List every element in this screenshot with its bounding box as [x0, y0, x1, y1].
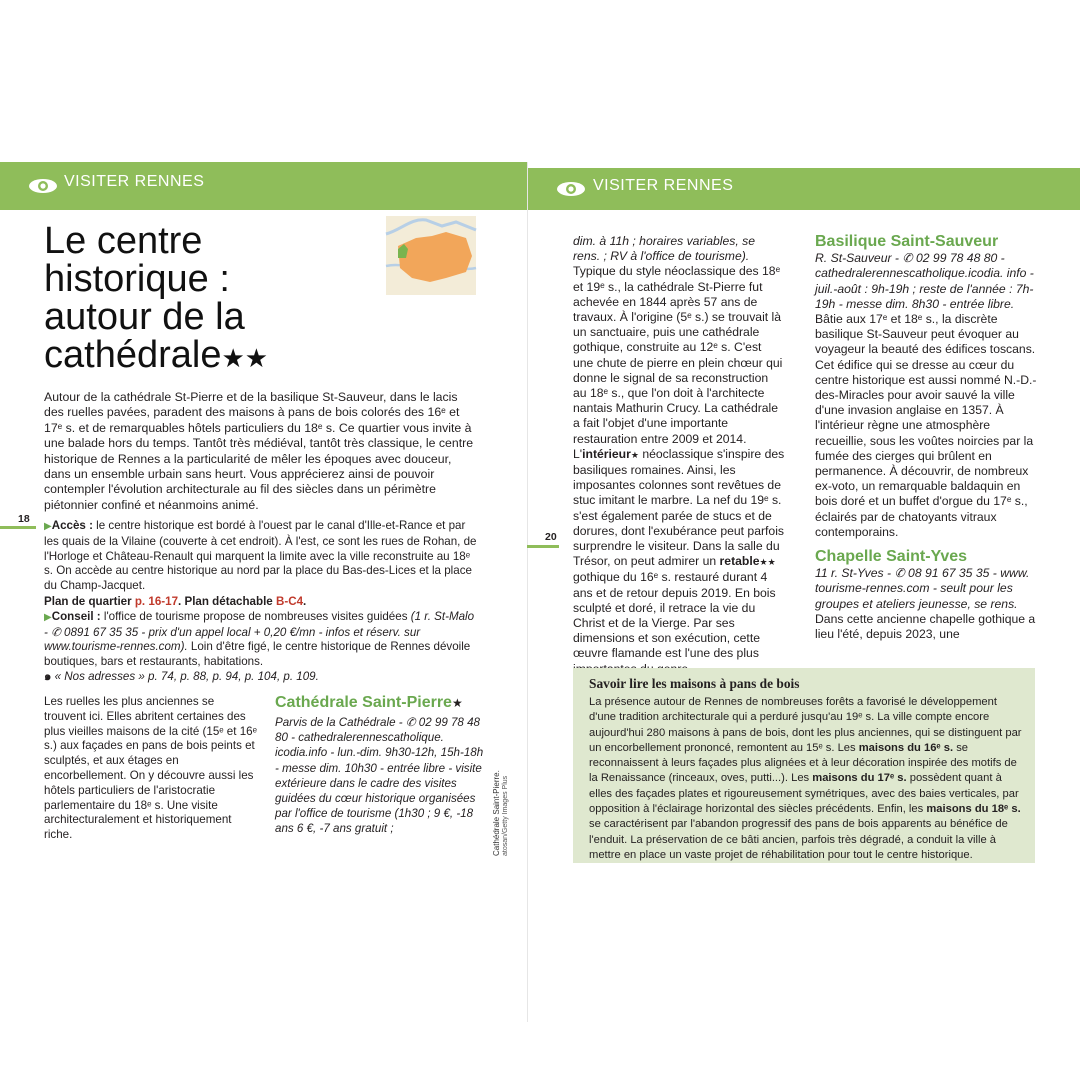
conseil-contact: (1 r. St-Malo - ✆ 0891 67 35 35 - prix d'un appel local + 0,20 €/mn - infos et réserv. sur www.tourisme-rennes.com). [44, 609, 475, 654]
box-highlight: maisons du 16ᵉ s. [858, 741, 954, 754]
plan-label: Plan de quartier [44, 594, 135, 608]
page-title [44, 222, 374, 377]
page-number-bar [0, 526, 36, 529]
rating-star: ★ [451, 696, 463, 710]
conseil-paragraph [44, 610, 478, 670]
retable-label: retable [719, 554, 760, 569]
page-number-bar [527, 545, 559, 548]
cathedrale-info: Parvis de la Cathédrale - ✆ 02 99 78 48 80 - cathedralerennescatholique. icodia.info - lun.-dim. 9h30-12h, 15h-18h - messe dim. 10h30 - entrée libre - visite extérieure dans le cadre des visites guidées du cœur historique organisées par l'office de tourisme (1h30 ; 9 €, -18 ans 6 €, -7 ans gratuit ; [275, 716, 484, 836]
locator-map [386, 216, 476, 295]
ruelles-text: Les ruelles les plus anciennes se trouvent ici. Elles abritent certaines des plus vieilles maisons de la cité (15ᵉ et 16ᵉ s.) aux façades en pans de bois peints et sculptés, et aux étages en encorbellement. On y découvre aussi les hôtels particuliers de l'aristocratie parlementaire du 18ᵉ s. Une visite architecturalement et historiquement riche. [44, 695, 257, 842]
info-box-text [589, 695, 1025, 863]
yves-text: Dans cette ancienne chapelle gothique a lieu l'été, depuis 2023, une [815, 611, 1036, 642]
title-line: cathédrale [44, 334, 222, 376]
cathedrale-continued [573, 234, 785, 677]
swirl-icon: ๑ [44, 669, 52, 683]
acces-paragraph [44, 519, 478, 594]
cathedrale-title: Cathédrale Saint-Pierre [275, 694, 452, 711]
intro-text: Autour de la cathédrale St-Pierre et de la basilique St-Sauveur, dans le lacis des ruelles pavées, paradent des maisons à pans de bois colorés des 16ᵉ et 17ᵉ s. et de remarquables hôtels particuliers du 18ᵉ s. Ce quartier vous invite à une balade hors du temps. Tantôt très médiéval, tantôt très classique, le centre historique de Rennes a la particularité de mêler les époques avec douceur, dans un ensemble urbain sans heurt. Vous apprécierez ainsi de pouvoir contempler l'évolution architecturale au fil des siècles dans un périmètre piétonnier confiné et néanmoins animé. [44, 390, 474, 512]
title-line: Le centre [44, 220, 203, 262]
title-line: autour de la [44, 296, 245, 338]
info-block [44, 519, 478, 685]
photo-credit-caption: Cathédrale Saint-Pierre. [492, 770, 501, 856]
yves-info: 11 r. St-Yves - ✆ 08 91 67 35 35 - www. tourisme-rennes.com - seult pour les groupes et ateliers jeunesse, se rens. [815, 566, 1030, 611]
adresses-line [44, 670, 478, 685]
info-box [573, 668, 1035, 863]
conseil-label: Conseil : [51, 609, 101, 623]
box-text: possèdent quant à elles des façades plates et rigoureusement symétriques, avec des baies verticales, par opposition à l'éclairage horizontal des siècles précédents. Enfin, les [589, 772, 1019, 816]
acces-text: le centre historique est bordé à l'ouest par le canal d'Ille-et-Rance et par les quais de la Vilaine (couverte à cet endroit). À l'est, ce sont les rues de Rohan, de l'Horloge et Château-Renault qui marquent la limite avec la ville reconstruite au 18ᵉ s. On accède au centre historique au nord par la place du Bas-des-Lices et la place du Champ-Jacquet. [44, 519, 477, 593]
box-highlight: maisons du 17ᵉ s. [812, 772, 907, 785]
interieur-text: néoclassique s'inspire des basiliques romaines. Ainsi, les imposantes colonnes sont revêtues de stuc imitant le marbre. La nef du 19ᵉ s. s'est également parée de stucs et de dorures, dont l'exubérance peut parfois surprendre le visiteur. Dans la salle du Trésor, on peut admirer un [573, 446, 785, 569]
section-label: VISITER RENNES [593, 177, 734, 194]
conseil-text: Loin d'être figé, le centre historique de Rennes dévoile boutiques, bars et restaurants, habitations. [44, 640, 471, 669]
plan-detachable-label: . Plan détachable [178, 594, 276, 608]
cathedrale-interieur: L'intérieur★ néoclassique s'inspire des basiliques romaines. Ainsi, les imposantes colonnes sont revêtues de stuc imitant le marbre. La nef du 19ᵉ s. s'est également parée de stucs et de dorures, dont l'exubérance peut parfois surprendre le visiteur. Dans la salle du Trésor, on peut admirer un retable★★ gothique du 16ᵉ s. restauré durant 4 ans et de retour depuis 2019. En bois sculpté et doré, il retrace la vie du Christ et de la Vierge. Par ses dimensions et son exécution, cette œuvre flamande est l'une des plus [573, 447, 785, 677]
adresses-text: « Nos adresses » p. 74, p. 88, p. 94, p. 104, p. 109. [54, 669, 319, 683]
interieur-label: intérieur [582, 446, 631, 461]
box-text: se caractérisent par l'abandon progressif des pans de bois apparents au bénéfice de l'enduit. La préservation de ce bâti ancien, parfois très dégradé, a conduit la ville à mettre en place un vaste projet de réhabilitation pour tout le centre historique. [589, 818, 1008, 861]
plan-detachable-ref[interactable]: B-C4 [275, 594, 304, 608]
acces-label: Accès : [51, 519, 93, 532]
rating-star: ★ [630, 449, 639, 460]
yves-title: Chapelle Saint-Yves [815, 548, 968, 566]
retable-text: gothique du 16ᵉ s. restauré durant 4 ans et de retour depuis 2019. En bois sculpté et doré, il retrace la vie du Christ et de la Vierge. Par ses dimensions et son exécution, cette œuvre flamande est l'une des plus [573, 570, 776, 661]
page-gutter [527, 162, 528, 1022]
basilique-text: Bâtie aux 17ᵉ et 18ᵉ s., la discrète basilique St-Sauveur peut évoquer au voyageur la beauté des édifices toscans. Cet édifice qui se dresse au cœur du centre historique est aussi nommé N.-D.-des-Miracles pour avoir sauvé la ville d'une invasion anglaise en 1357. À l'intérieur règne une atmosphère recueillie, sous les voûtes noircies par la fumée des cierges qui brûlent en permanence. À découvrir, de nombreux ex-voto, un remarquable baldaquin en bois doré et un buffet d'orgue du 17ᵉ s., éclairés par de chatoyants vitraux contemporains. [815, 312, 1037, 539]
punctuation: . [303, 594, 307, 608]
box-highlight: maisons du 18ᵉ s. [926, 803, 1021, 816]
page-number: 20 [545, 531, 557, 543]
eye-icon [28, 178, 58, 194]
box-text: La présence autour de Rennes de nombreuses forêts a favorisé le développement d'une tradition architecturale qui a perduré jusqu'au 19ᵉ s. La ville compte encore aujourd'hui 280 maisons à pans de bois, dont les plus anciennes, qui se distinguent par un encorbellement prononcé, remontent au 15ᵉ s. Les [589, 696, 1022, 754]
cathedrale-section [275, 694, 487, 837]
basilique-section [815, 234, 1037, 642]
plan-paragraph [44, 595, 478, 610]
photo-credit [493, 728, 509, 858]
arrow-icon: ▶ [44, 521, 52, 532]
arrow-icon: ▶ [44, 611, 52, 623]
header-band-right [527, 168, 1080, 210]
cathedrale-text: Typique du style néoclassique des 18ᵉ et 19ᵉ s., la cathédrale St-Pierre fut achevée en 1844 après 57 ans de travaux. À l'origine (5ᵉ s.) se trouvait là un sanctuaire, puis une cathédrale gothique, construite au 12ᵉ s. C'est une chute de pierre en plein chœur qui donne le signal de sa reconstruction au 18ᵉ s., que l'on doit à l'architecte nantais Mathurin Crucy. La cathédrale a fait l'objet d'une importante restauration entre 2009 et 2014. [573, 264, 783, 446]
section-label: VISITER RENNES [64, 173, 205, 190]
eye-icon [556, 181, 586, 197]
page-number: 18 [18, 513, 30, 525]
cathedrale-heading [275, 694, 487, 712]
rating-stars: ★★ [221, 343, 269, 373]
conseil-text: l'office de tourisme propose de nombreuses visites guidées [100, 609, 408, 623]
title-line: historique : [44, 258, 230, 300]
basilique-info: R. St-Sauveur - ✆ 02 99 78 48 80 - cathedralerennescatholique.icodia. info - juil.-août : 9h-19h ; reste de l'année : 7h-19h - messe dim. 8h30 - entrée libre. [815, 251, 1034, 311]
basilique-title: Basilique Saint-Sauveur [815, 233, 999, 250]
header-band-left [0, 162, 527, 210]
info-box-title: Savoir lire les maisons à pans de bois [589, 676, 800, 691]
box-text: se reconnaissent à leurs façades plus alignées et à leur décoration inspirée des motifs de la Renaissance (rinceaux, oves, putti...). Les [589, 741, 1017, 785]
rating-stars: ★★ [759, 557, 776, 568]
photo-credit-source: atosan/Getty Images Plus [502, 775, 509, 856]
plan-pages-link[interactable]: p. 16-17 [134, 594, 179, 608]
cathedrale-info-continued: dim. à 11h ; horaires variables, se rens. ; RV à l'office de tourisme). [573, 234, 755, 264]
